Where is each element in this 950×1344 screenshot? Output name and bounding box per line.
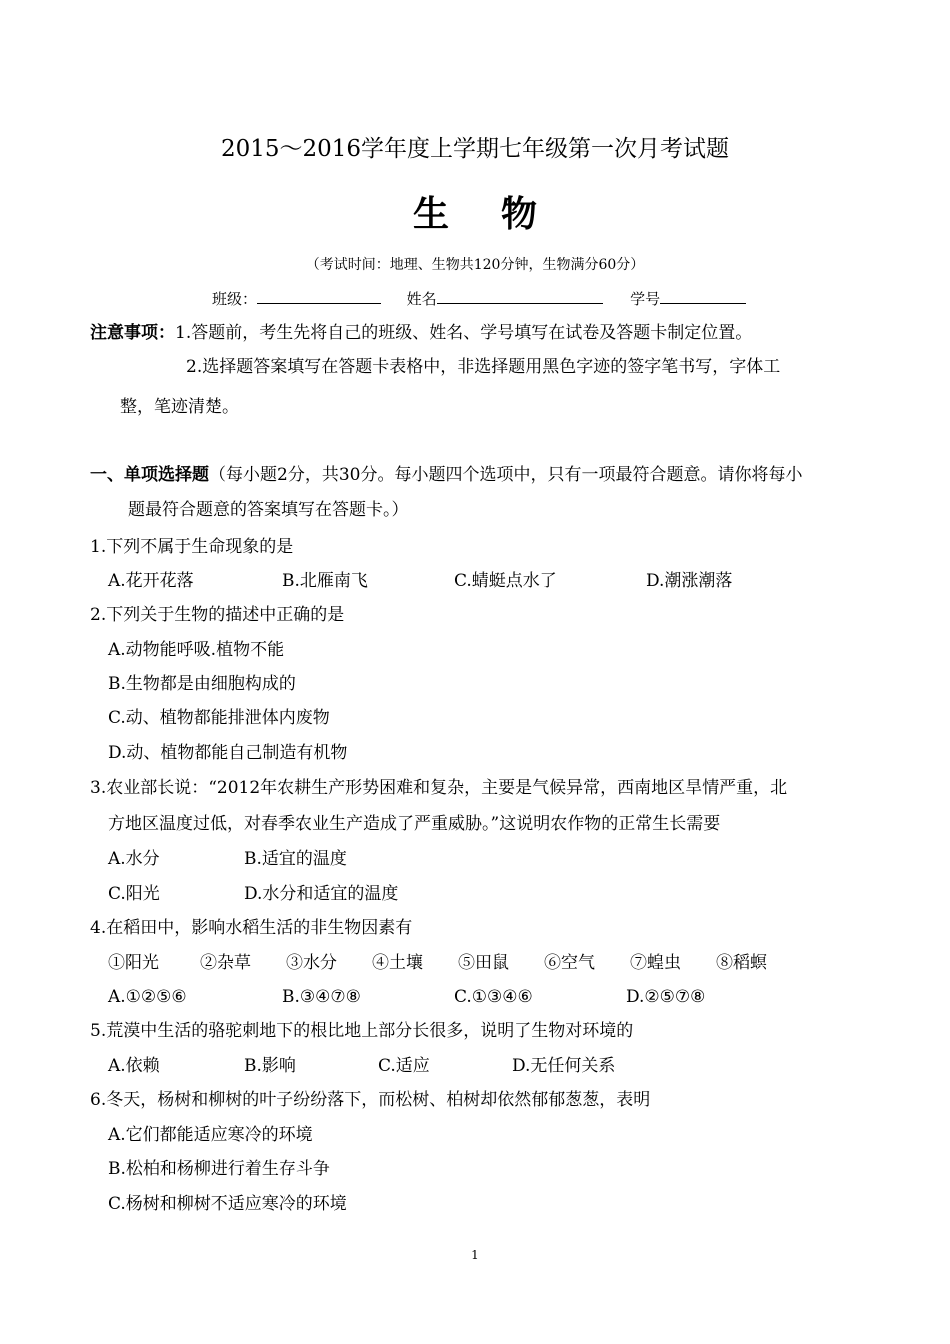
- q2-stem: 2.下列关于生物的描述中正确的是: [90, 605, 345, 625]
- id-label: 学号: [630, 290, 661, 308]
- q6-option-c: C.杨树和柳树不适应寒冷的环境: [108, 1194, 347, 1214]
- q4-factor: ②杂草: [200, 953, 251, 973]
- name-label: 姓名: [406, 290, 437, 308]
- q4-option-d: D.②⑤⑦⑧: [626, 987, 706, 1007]
- subject-title: [0, 186, 950, 237]
- q5-option-a: A.依赖: [108, 1056, 160, 1076]
- id-blank[interactable]: [660, 289, 746, 304]
- q2-option-d: D.动、植物都能自己制造有机物: [108, 743, 348, 763]
- q5-option-b: B.影响: [244, 1056, 296, 1076]
- q5-option-d: D.无任何关系: [512, 1056, 616, 1076]
- q4-factor: ①阳光: [108, 953, 159, 973]
- q1-option-a: A.花开花落: [108, 571, 194, 591]
- subject-char-1: 生: [412, 194, 449, 235]
- q2-option-b: B.生物都是由细胞构成的: [108, 674, 296, 694]
- section-1-desc-line-2: 题最符合题意的答案填写在答题卡。）: [128, 500, 409, 520]
- notice-label: 注意事项：: [90, 323, 175, 343]
- q4-factor: ⑧稻螟: [716, 953, 767, 973]
- q1-stem: 1.下列不属于生命现象的是: [90, 537, 294, 557]
- q1-option-c: C.蜻蜓点水了: [454, 571, 557, 591]
- q2-option-a: A.动物能呼吸.植物不能: [108, 640, 285, 660]
- notice-item-1: 1.答题前，考生先将自己的班级、姓名、学号填写在试卷及答题卡制定位置。: [175, 323, 753, 343]
- q5-stem: 5.荒漠中生活的骆驼刺地下的根比地上部分长很多，说明了生物对环境的: [90, 1021, 634, 1041]
- q3-stem-line-1: 3.农业部长说：“2012年农耕生产形势困难和复杂，主要是气候异常，西南地区旱情严重，北: [90, 778, 788, 798]
- q4-factor: ⑦蝗虫: [630, 953, 681, 973]
- q6-option-b: B.松柏和杨柳进行着生存斗争: [108, 1159, 330, 1179]
- q4-factor: ⑥空气: [544, 953, 595, 973]
- q4-factor: ⑤田鼠: [458, 953, 509, 973]
- exam-title: 2015～2016学年度上学期七年级第一次月考试题: [220, 136, 730, 162]
- notice-item-2-line-2: 整，笔迹清楚。: [120, 397, 239, 417]
- q6-option-a: A.它们都能适应寒冷的环境: [108, 1125, 313, 1145]
- notice-line-1: [90, 322, 752, 344]
- q3-option-a: A.水分: [108, 849, 160, 869]
- q4-option-c: C.①③④⑥: [454, 987, 533, 1007]
- section-1-desc: （每小题2分，共30分。每小题四个选项中，只有一项最符合题意。请你将每小: [209, 465, 803, 485]
- name-blank[interactable]: [437, 289, 603, 304]
- q2-option-c: C.动、植物都能排泄体内废物: [108, 708, 330, 728]
- class-label: 班级：: [212, 290, 258, 308]
- q5-option-c: C.适应: [378, 1056, 430, 1076]
- student-info-row: [212, 288, 746, 309]
- q1-option-d: D.潮涨潮落: [646, 571, 733, 591]
- class-blank[interactable]: [257, 289, 381, 304]
- q1-option-b: B.北雁南飞: [282, 571, 368, 591]
- page-number: 1: [471, 1248, 479, 1262]
- q3-option-d: D.水分和适宜的温度: [244, 884, 399, 904]
- section-1-heading: 一、单项选择题: [90, 465, 209, 485]
- section-1-line-1: [90, 464, 802, 486]
- q6-stem: 6.冬天，杨树和柳树的叶子纷纷落下，而松树、柏树却依然郁郁葱葱，表明: [90, 1090, 651, 1110]
- q4-factor: ③水分: [286, 953, 337, 973]
- q4-option-a: A.①②⑤⑥: [108, 987, 187, 1007]
- q3-option-b: B.适宜的温度: [244, 849, 347, 869]
- exam-info: （考试时间：地理、生物共120分钟，生物满分60分）: [305, 257, 645, 273]
- notice-item-2-line-1: 2.选择题答案填写在答题卡表格中，非选择题用黑色字迹的签字笔书写，字体工: [186, 357, 781, 377]
- q4-stem: 4.在稻田中，影响水稻生活的非生物因素有: [90, 918, 413, 938]
- q4-factor: ④土壤: [372, 953, 423, 973]
- q3-option-c: C.阳光: [108, 884, 160, 904]
- q4-option-b: B.③④⑦⑧: [282, 987, 361, 1007]
- q3-stem-line-2: 方地区温度过低，对春季农业生产造成了严重威胁。”这说明农作物的正常生长需要: [108, 814, 721, 834]
- subject-char-2: 物: [501, 194, 538, 235]
